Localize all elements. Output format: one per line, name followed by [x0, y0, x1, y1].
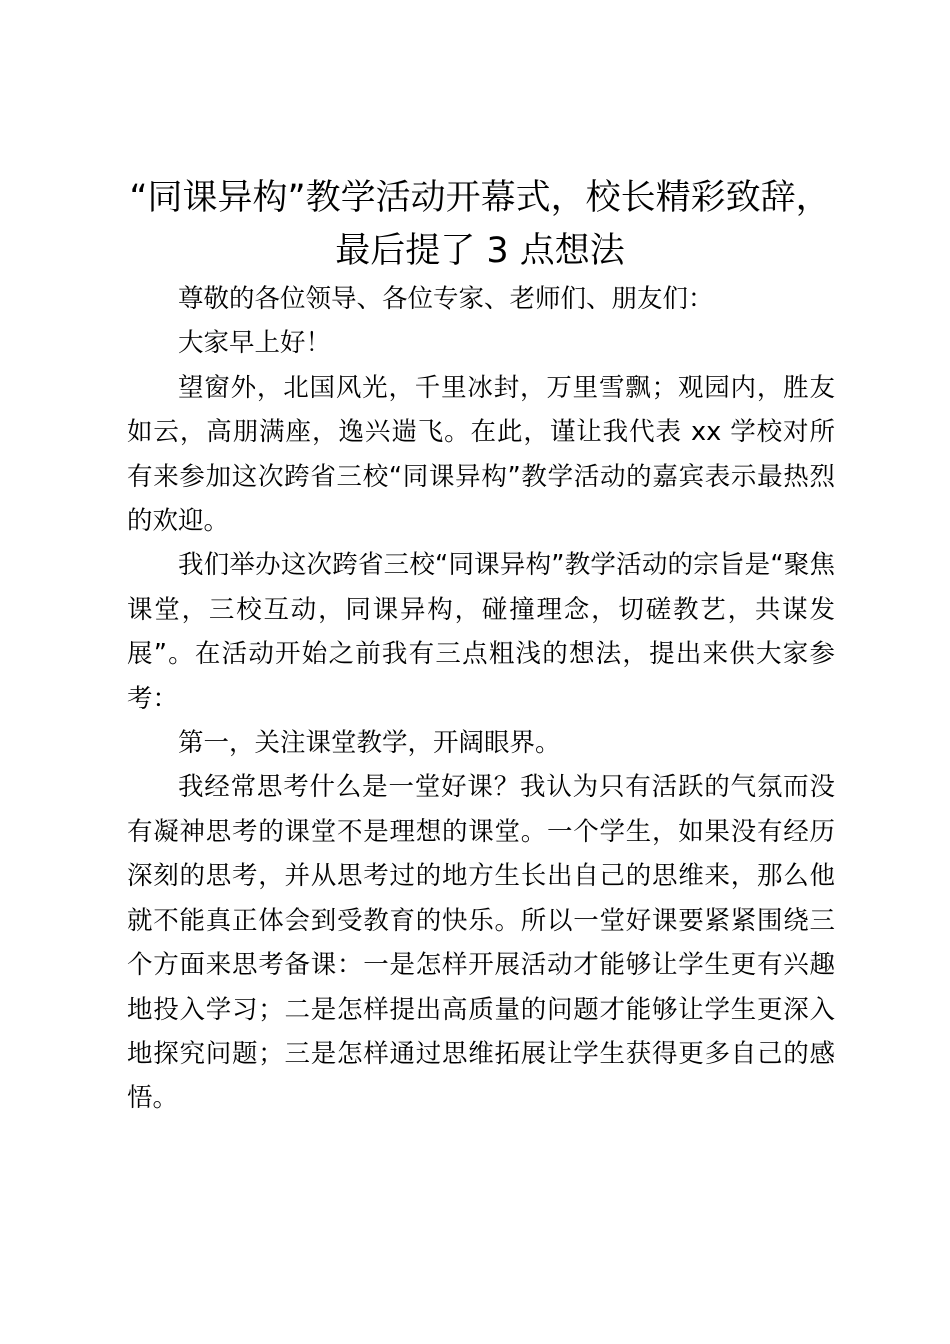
- good-lesson-paragraph: 我经常思考什么是一堂好课？我认为只有活跃的气氛而没有凝神思考的课堂不是理想的课堂。一个学生，如果没有经历深刻的思考，并从思考过的地方生长出自己的思维来，那么他就不能真正体会到受教育的快乐。所以一堂好课要紧紧围绕三个方面来思考备课：一是怎样开展活动才能够让学生更有兴趣地投入学习；二是怎样提出高质量的问题才能够让学生更深入地探究问题；三是怎样通过思维拓展让学生获得更多自己的感悟。: [127, 772, 835, 1114]
- document-title: [120, 172, 840, 278]
- welcome-paragraph: 望窗外，北国风光，千里冰封，万里雪飘；观园内，胜友如云，高朋满座，逸兴遄飞。在此，谨让我代表 xx 学校对所有来参加这次跨省三校“同课异构”教学活动的嘉宾表示最热烈的欢迎。: [127, 372, 835, 537]
- greeting-paragraph: 大家早上好！: [178, 328, 332, 359]
- document-body: [127, 277, 835, 1121]
- purpose-paragraph: 我们举办这次跨省三校“同课异构”教学活动的宗旨是“聚焦课堂，三校互动，同课异构，碰撞理念，切磋教艺，共谋发展”。在活动开始之前我有三点粗浅的想法，提出来供大家参考：: [127, 550, 835, 714]
- point-one-heading: 第一，关注课堂教学，开阔眼界。: [178, 728, 561, 759]
- title-line-2: 最后提了 3 点想法: [335, 231, 625, 271]
- salutation-paragraph: 尊敬的各位领导、各位专家、老师们、朋友们：: [178, 284, 714, 314]
- title-line-1: “同课异构”教学活动开幕式，校长精彩致辞，: [129, 178, 831, 218]
